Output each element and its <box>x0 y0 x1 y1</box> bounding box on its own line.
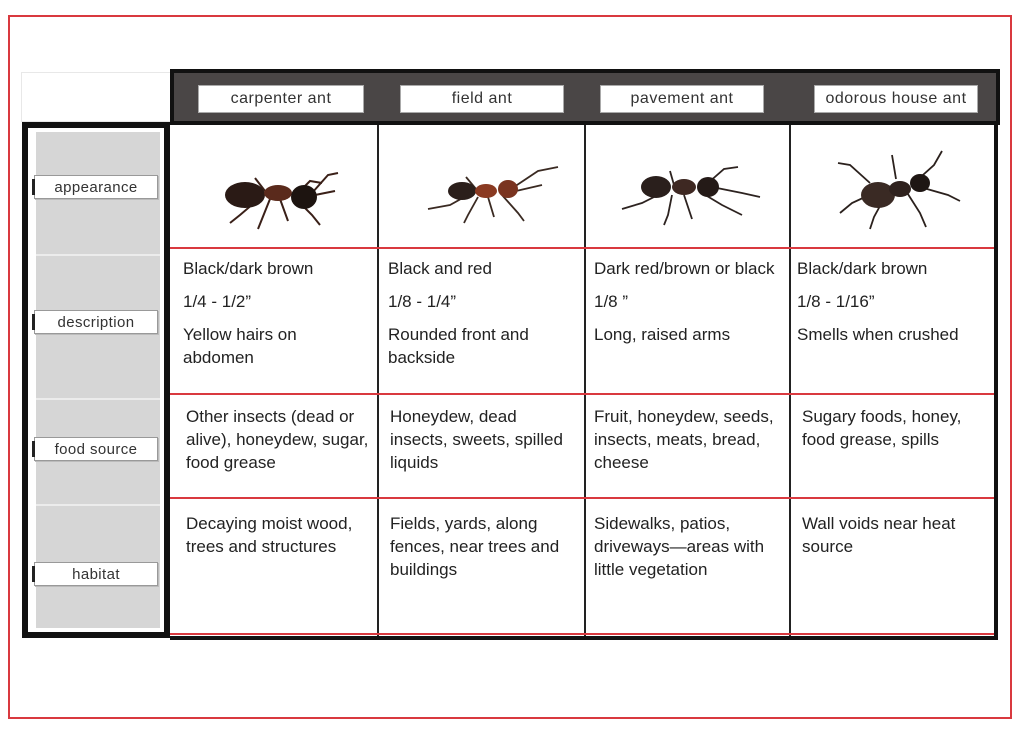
description-carpenter-ant <box>183 257 367 379</box>
field-ant-image <box>418 157 568 227</box>
description-pavement-ant <box>594 257 778 356</box>
description-size: 1/8 - 1/16” <box>797 292 875 311</box>
column-header-bar <box>170 69 1000 125</box>
column-divider <box>377 125 379 636</box>
habitat-field-ant: Fields, yards, along fences, near trees and buildings <box>390 514 560 579</box>
habitat-odorous-house-ant: Wall voids near heat source <box>802 514 956 556</box>
food-source-field-ant: Honeydew, dead insects, sweets, spilled liquids <box>390 407 563 472</box>
description-trait: Smells when crushed <box>797 325 959 344</box>
row-divider <box>36 254 160 256</box>
row-label-appearance: appearance <box>34 175 158 199</box>
column-header-carpenter-ant: carpenter ant <box>198 85 364 113</box>
row-label-food-source: food source <box>34 437 158 461</box>
description-color: Black/dark brown <box>797 259 928 278</box>
row-label-column <box>22 122 170 638</box>
food-source-carpenter-ant: Other insects (dead or alive), honeydew, sugar, food grease <box>186 407 369 472</box>
row-divider <box>170 247 994 249</box>
description-odorous-house-ant <box>797 257 987 356</box>
description-size: 1/4 - 1/2” <box>183 292 252 311</box>
habitat-pavement-ant: Sidewalks, patios, driveways—areas with little vegetation <box>594 514 765 579</box>
food-source-odorous-house-ant: Sugary foods, honey, food grease, spills <box>802 407 962 449</box>
pavement-ant-image <box>612 153 772 233</box>
column-divider <box>789 125 791 636</box>
column-header-pavement-ant: pavement ant <box>600 85 764 113</box>
description-field-ant <box>388 257 572 379</box>
column-divider <box>584 125 586 636</box>
description-size: 1/8 ” <box>594 292 629 311</box>
description-color: Dark red/brown or black <box>594 259 775 278</box>
description-size: 1/8 - 1/4” <box>388 292 457 311</box>
description-trait: Rounded front and backside <box>388 325 529 367</box>
row-label-column-fill <box>36 132 160 628</box>
row-divider <box>170 393 994 395</box>
description-color: Black/dark brown <box>183 259 314 278</box>
corner-blank-cell <box>21 72 171 122</box>
row-divider <box>170 633 994 635</box>
row-divider <box>36 504 160 506</box>
row-label-description: description <box>34 310 158 334</box>
odorous-house-ant-image <box>830 143 970 238</box>
row-divider <box>36 398 160 400</box>
habitat-carpenter-ant: Decaying moist wood, trees and structures <box>186 514 353 556</box>
column-header-field-ant: field ant <box>400 85 564 113</box>
description-trait: Long, raised arms <box>594 325 731 344</box>
column-header-odorous-house-ant: odorous house ant <box>814 85 978 113</box>
row-divider <box>170 497 994 499</box>
food-source-pavement-ant: Fruit, honeydew, seeds, insects, meats, bread, cheese <box>594 407 774 472</box>
ant-comparison-table <box>170 125 998 640</box>
description-color: Black and red <box>388 259 492 278</box>
row-label-habitat: habitat <box>34 562 158 586</box>
description-trait: Yellow hairs on abdomen <box>183 325 297 367</box>
carpenter-ant-image <box>200 153 350 233</box>
